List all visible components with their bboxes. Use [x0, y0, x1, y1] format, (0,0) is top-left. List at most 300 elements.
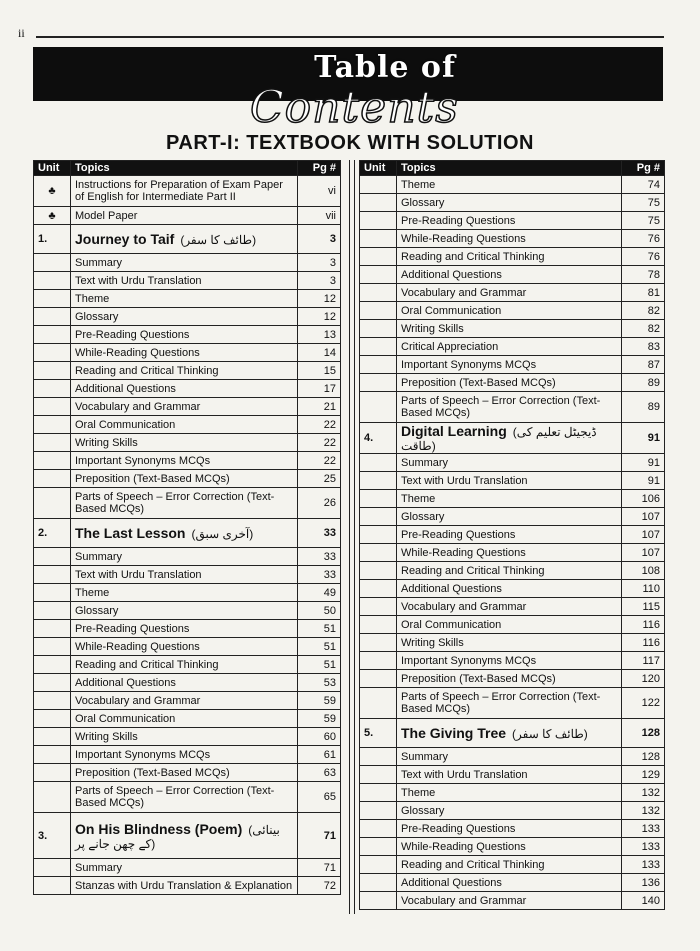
page-number-cell: 106 — [622, 490, 665, 508]
header-row — [360, 161, 665, 176]
unit-cell — [360, 266, 397, 284]
topic-label: While-Reading Questions — [397, 544, 622, 562]
unit-cell — [360, 320, 397, 338]
top-rule — [36, 36, 664, 38]
topic-label: Text with Urdu Translation — [397, 766, 622, 784]
table-row — [34, 344, 341, 362]
header-unit: Unit — [34, 161, 71, 176]
topic-label: Oral Communication — [71, 710, 298, 728]
table-row — [34, 290, 341, 308]
table-row — [34, 207, 341, 225]
club-marker: ♣ — [34, 176, 71, 207]
table-row — [360, 856, 665, 874]
table-row — [360, 194, 665, 212]
table-row — [360, 284, 665, 302]
unit-cell — [34, 398, 71, 416]
page-number-cell: 89 — [622, 392, 665, 423]
column-divider — [349, 160, 355, 914]
unit-cell — [34, 344, 71, 362]
unit-cell — [360, 374, 397, 392]
table-row — [360, 544, 665, 562]
topic-label: Important Synonyms MCQs — [397, 652, 622, 670]
unit-cell — [34, 656, 71, 674]
topic-label: Additional Questions — [397, 874, 622, 892]
topic-label: Glossary — [397, 194, 622, 212]
page-number-cell: vi — [298, 176, 341, 207]
topic-label: Additional Questions — [397, 580, 622, 598]
unit-cell — [34, 710, 71, 728]
page-number-cell: 74 — [622, 176, 665, 194]
page-number-cell: 3 — [298, 254, 341, 272]
unit-cell — [34, 254, 71, 272]
topic-label: While-Reading Questions — [71, 638, 298, 656]
unit-cell — [360, 176, 397, 194]
table-row — [360, 266, 665, 284]
topic-label: Summary — [397, 748, 622, 766]
topic-label: Additional Questions — [71, 380, 298, 398]
page-number-cell: 33 — [298, 566, 341, 584]
page-number-cell: 128 — [622, 748, 665, 766]
topic-label: Instructions for Preparation of Exam Paper of English for Intermediate Part II — [71, 176, 298, 207]
page-number-cell: 61 — [298, 746, 341, 764]
table-row — [34, 620, 341, 638]
table-row — [360, 688, 665, 719]
page-number-cell: 133 — [622, 838, 665, 856]
table-row — [360, 320, 665, 338]
unit-title-cell — [397, 423, 622, 454]
table-row — [360, 652, 665, 670]
unit-title: On His Blindness (Poem) — [75, 820, 243, 837]
unit-cell — [360, 392, 397, 423]
page-number-cell: 78 — [622, 266, 665, 284]
unit-page: 3 — [298, 225, 341, 254]
page-number-cell: 117 — [622, 652, 665, 670]
topic-label: Reading and Critical Thinking — [397, 856, 622, 874]
table-row — [34, 416, 341, 434]
page-number-cell: 14 — [298, 344, 341, 362]
part-heading: PART-I: TEXTBOOK WITH SOLUTION — [166, 132, 534, 154]
unit-cell — [34, 548, 71, 566]
table-row — [34, 584, 341, 602]
topic-label: Theme — [397, 490, 622, 508]
unit-urdu-title: (ڈیجیٹل تعلیم کی طاقت) — [401, 425, 597, 453]
unit-number: 5. — [360, 719, 397, 748]
topic-label: Reading and Critical Thinking — [71, 362, 298, 380]
unit-cell — [360, 562, 397, 580]
page-number-cell: 59 — [298, 710, 341, 728]
unit-cell — [360, 892, 397, 910]
table-row — [34, 710, 341, 728]
header-page: Pg # — [298, 161, 341, 176]
topic-label: Additional Questions — [71, 674, 298, 692]
page-number-cell: 115 — [622, 598, 665, 616]
topic-label: Vocabulary and Grammar — [71, 398, 298, 416]
unit-cell — [360, 454, 397, 472]
topic-label: Parts of Speech – Error Correction (Text-Based MCQs) — [397, 688, 622, 719]
table-row — [360, 248, 665, 266]
table-row — [360, 784, 665, 802]
unit-row — [34, 519, 341, 548]
unit-cell — [34, 272, 71, 290]
page-number-cell: 12 — [298, 308, 341, 326]
page-number-cell: 25 — [298, 470, 341, 488]
topic-label: Reading and Critical Thinking — [397, 248, 622, 266]
table-row — [360, 490, 665, 508]
topic-label: Glossary — [71, 602, 298, 620]
unit-cell — [360, 802, 397, 820]
table-row — [34, 380, 341, 398]
header-page: Pg # — [622, 161, 665, 176]
unit-cell — [34, 728, 71, 746]
unit-cell — [360, 248, 397, 266]
page-number-cell: 26 — [298, 488, 341, 519]
unit-cell — [360, 766, 397, 784]
table-row — [360, 838, 665, 856]
table-row — [34, 638, 341, 656]
page-number-cell: 21 — [298, 398, 341, 416]
unit-title-cell — [71, 813, 298, 859]
page-number-cell: 71 — [298, 859, 341, 877]
topic-label: Model Paper — [71, 207, 298, 225]
page-number-cell: 53 — [298, 674, 341, 692]
topic-label: Oral Communication — [71, 416, 298, 434]
topic-label: Reading and Critical Thinking — [71, 656, 298, 674]
page-number-cell: 33 — [298, 548, 341, 566]
unit-row — [360, 719, 665, 748]
table-row — [360, 526, 665, 544]
topic-label: Reading and Critical Thinking — [397, 562, 622, 580]
unit-cell — [34, 434, 71, 452]
unit-title: Journey to Taif — [75, 231, 175, 247]
page-number-cell: 82 — [622, 320, 665, 338]
unit-cell — [360, 580, 397, 598]
unit-cell — [360, 544, 397, 562]
page-number-cell: 122 — [622, 688, 665, 719]
page-number-cell: 89 — [622, 374, 665, 392]
table-row — [34, 566, 341, 584]
unit-page: 71 — [298, 813, 341, 859]
page-number-cell: 75 — [622, 194, 665, 212]
topic-label: Stanzas with Urdu Translation & Explanation — [71, 877, 298, 895]
topic-label: Writing Skills — [71, 728, 298, 746]
table-row — [360, 874, 665, 892]
topic-label: Oral Communication — [397, 302, 622, 320]
unit-cell — [34, 638, 71, 656]
topic-label: While-Reading Questions — [71, 344, 298, 362]
table-row — [34, 398, 341, 416]
unit-cell — [360, 356, 397, 374]
table-row — [360, 472, 665, 490]
topic-label: Text with Urdu Translation — [71, 566, 298, 584]
unit-title: The Last Lesson — [75, 525, 186, 541]
topic-label: Pre-Reading Questions — [397, 212, 622, 230]
unit-cell — [34, 877, 71, 895]
unit-cell — [34, 620, 71, 638]
unit-cell — [360, 856, 397, 874]
page-number-cell: 13 — [298, 326, 341, 344]
table-row — [34, 434, 341, 452]
toc-table-right — [359, 160, 665, 910]
page-number-cell: 133 — [622, 820, 665, 838]
unit-cell — [34, 452, 71, 470]
header-unit: Unit — [360, 161, 397, 176]
unit-page: 128 — [622, 719, 665, 748]
topic-label: Additional Questions — [397, 266, 622, 284]
page-number-cell: 22 — [298, 416, 341, 434]
table-row — [34, 764, 341, 782]
table-row — [360, 302, 665, 320]
unit-cell — [34, 290, 71, 308]
table-row — [360, 508, 665, 526]
unit-cell — [360, 230, 397, 248]
page-number-cell: 136 — [622, 874, 665, 892]
table-row — [34, 470, 341, 488]
table-row — [34, 728, 341, 746]
unit-title-cell — [71, 519, 298, 548]
unit-cell — [360, 784, 397, 802]
unit-page: 33 — [298, 519, 341, 548]
unit-cell — [360, 652, 397, 670]
page-number-cell: 51 — [298, 656, 341, 674]
table-row — [34, 656, 341, 674]
unit-cell — [34, 746, 71, 764]
unit-cell — [34, 782, 71, 813]
unit-cell — [34, 362, 71, 380]
unit-cell — [34, 764, 71, 782]
table-row — [360, 392, 665, 423]
table-row — [360, 338, 665, 356]
page-number-cell: 87 — [622, 356, 665, 374]
topic-label: Text with Urdu Translation — [71, 272, 298, 290]
topic-label: Vocabulary and Grammar — [397, 598, 622, 616]
page-number-cell: 12 — [298, 290, 341, 308]
page-number-cell: 59 — [298, 692, 341, 710]
title-line-2: Contents — [250, 82, 459, 133]
topic-label: Pre-Reading Questions — [71, 326, 298, 344]
unit-number: 4. — [360, 423, 397, 454]
topic-label: Preposition (Text-Based MCQs) — [397, 374, 622, 392]
unit-title: The Giving Tree — [401, 725, 507, 741]
table-row — [34, 254, 341, 272]
page-number-cell: 108 — [622, 562, 665, 580]
unit-cell — [34, 380, 71, 398]
topic-label: Important Synonyms MCQs — [71, 452, 298, 470]
table-row — [34, 452, 341, 470]
table-row — [34, 692, 341, 710]
table-row — [360, 748, 665, 766]
table-row — [360, 820, 665, 838]
page-number-cell: 107 — [622, 526, 665, 544]
toc-left-column — [33, 160, 341, 895]
topic-label: Theme — [397, 176, 622, 194]
table-row — [34, 859, 341, 877]
topic-label: Pre-Reading Questions — [71, 620, 298, 638]
table-row — [34, 362, 341, 380]
topic-label: Theme — [397, 784, 622, 802]
unit-title-cell — [71, 225, 298, 254]
club-marker: ♣ — [34, 207, 71, 225]
topic-label: Writing Skills — [397, 320, 622, 338]
table-row — [34, 488, 341, 519]
topic-label: While-Reading Questions — [397, 838, 622, 856]
topic-label: Preposition (Text-Based MCQs) — [397, 670, 622, 688]
unit-title: Digital Learning — [401, 423, 507, 439]
unit-cell — [360, 212, 397, 230]
table-row — [34, 674, 341, 692]
unit-cell — [34, 692, 71, 710]
table-row — [34, 877, 341, 895]
table-row — [360, 670, 665, 688]
header-topics: Topics — [71, 161, 298, 176]
table-row — [360, 766, 665, 784]
topic-label: Vocabulary and Grammar — [397, 284, 622, 302]
title-block — [0, 50, 700, 85]
topic-label: Pre-Reading Questions — [397, 820, 622, 838]
topic-label: Summary — [71, 548, 298, 566]
topic-label: Writing Skills — [71, 434, 298, 452]
page-number-cell: 15 — [298, 362, 341, 380]
page-number-cell: 50 — [298, 602, 341, 620]
toc-right-column — [359, 160, 665, 910]
table-row — [34, 308, 341, 326]
topic-label: Summary — [71, 859, 298, 877]
unit-cell — [34, 584, 71, 602]
unit-urdu-title: (طائف کا سفر) — [180, 233, 257, 247]
page-number-cell: 60 — [298, 728, 341, 746]
unit-urdu-title: (بینائی کے چھن جانے پر) — [75, 822, 280, 851]
page-number-cell: 75 — [622, 212, 665, 230]
topic-label: Pre-Reading Questions — [397, 526, 622, 544]
topic-label: Parts of Speech – Error Correction (Text-Based MCQs) — [71, 782, 298, 813]
page-number-cell: 107 — [622, 508, 665, 526]
table-row — [360, 892, 665, 910]
unit-row — [34, 813, 341, 859]
page-number: ii — [18, 26, 25, 40]
page-number-cell: 83 — [622, 338, 665, 356]
unit-cell — [360, 598, 397, 616]
topic-label: Glossary — [71, 308, 298, 326]
page-number-cell: 116 — [622, 616, 665, 634]
topic-label: Preposition (Text-Based MCQs) — [71, 764, 298, 782]
page-number-cell: 76 — [622, 248, 665, 266]
topic-label: Glossary — [397, 508, 622, 526]
topic-label: Theme — [71, 290, 298, 308]
topic-label: Vocabulary and Grammar — [397, 892, 622, 910]
page-number-cell: 3 — [298, 272, 341, 290]
unit-cell — [360, 838, 397, 856]
title-line-1: Table of — [314, 50, 456, 85]
page-number-cell: 107 — [622, 544, 665, 562]
unit-cell — [34, 602, 71, 620]
page-number-cell: 91 — [622, 454, 665, 472]
unit-cell — [360, 526, 397, 544]
header-row — [34, 161, 341, 176]
unit-cell — [34, 859, 71, 877]
unit-cell — [360, 820, 397, 838]
topic-label: Summary — [71, 254, 298, 272]
unit-cell — [360, 670, 397, 688]
topic-label: Glossary — [397, 802, 622, 820]
unit-number: 2. — [34, 519, 71, 548]
table-row — [360, 598, 665, 616]
page-number-cell: vii — [298, 207, 341, 225]
topic-label: Theme — [71, 584, 298, 602]
unit-cell — [34, 674, 71, 692]
unit-cell — [34, 566, 71, 584]
unit-cell — [360, 338, 397, 356]
unit-cell — [360, 490, 397, 508]
topic-label: Important Synonyms MCQs — [397, 356, 622, 374]
table-row — [360, 212, 665, 230]
unit-cell — [360, 634, 397, 652]
table-row — [34, 272, 341, 290]
unit-cell — [360, 194, 397, 212]
unit-cell — [34, 488, 71, 519]
topic-label: Vocabulary and Grammar — [71, 692, 298, 710]
table-row — [360, 230, 665, 248]
table-row — [360, 454, 665, 472]
topic-label: Parts of Speech – Error Correction (Text-Based MCQs) — [71, 488, 298, 519]
unit-number: 3. — [34, 813, 71, 859]
toc-table-left — [33, 160, 341, 895]
page-number-cell: 49 — [298, 584, 341, 602]
page-number-cell: 82 — [622, 302, 665, 320]
unit-cell — [34, 326, 71, 344]
table-row — [360, 374, 665, 392]
table-row — [34, 746, 341, 764]
unit-cell — [360, 472, 397, 490]
unit-cell — [360, 748, 397, 766]
topic-label: Preposition (Text-Based MCQs) — [71, 470, 298, 488]
page-number-cell: 120 — [622, 670, 665, 688]
table-row — [34, 548, 341, 566]
unit-cell — [34, 416, 71, 434]
unit-cell — [360, 284, 397, 302]
unit-urdu-title: (آخری سبق) — [191, 527, 254, 541]
page-number-cell: 133 — [622, 856, 665, 874]
unit-title-cell — [397, 719, 622, 748]
page-number-cell: 132 — [622, 802, 665, 820]
topic-label: Parts of Speech – Error Correction (Text-Based MCQs) — [397, 392, 622, 423]
unit-page: 91 — [622, 423, 665, 454]
topic-label: Oral Communication — [397, 616, 622, 634]
unit-cell — [360, 688, 397, 719]
page-number-cell: 22 — [298, 434, 341, 452]
header-topics: Topics — [397, 161, 622, 176]
page-number-cell: 51 — [298, 620, 341, 638]
unit-cell — [34, 308, 71, 326]
topic-label: Writing Skills — [397, 634, 622, 652]
table-row — [360, 634, 665, 652]
table-row — [34, 602, 341, 620]
table-row — [360, 176, 665, 194]
page-number-cell: 132 — [622, 784, 665, 802]
table-row — [360, 580, 665, 598]
unit-cell — [360, 302, 397, 320]
page-number-cell: 91 — [622, 472, 665, 490]
page-number-cell: 51 — [298, 638, 341, 656]
page-number-cell: 140 — [622, 892, 665, 910]
unit-cell — [360, 616, 397, 634]
page-number-cell: 129 — [622, 766, 665, 784]
table-row — [34, 326, 341, 344]
topic-label: Text with Urdu Translation — [397, 472, 622, 490]
table-row — [360, 802, 665, 820]
page-number-cell: 110 — [622, 580, 665, 598]
topic-label: Summary — [397, 454, 622, 472]
unit-cell — [360, 874, 397, 892]
page-number-cell: 65 — [298, 782, 341, 813]
